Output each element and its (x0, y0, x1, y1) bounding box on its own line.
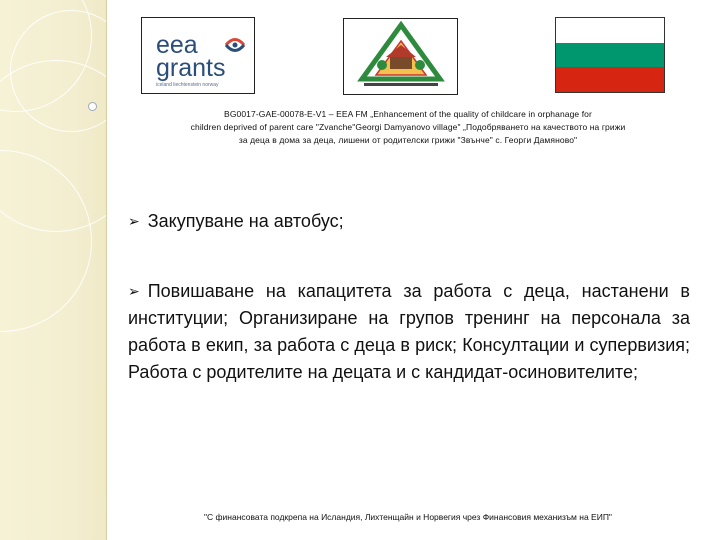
bullet-text: Закупуване на автобус; (147, 211, 344, 231)
side-divider (106, 0, 107, 540)
eea-grants-logo (141, 17, 255, 94)
logo-word-eea: eea (156, 31, 198, 59)
bullet-item (128, 278, 690, 386)
flag-stripe-green (556, 43, 664, 68)
orphanage-emblem-icon (344, 19, 457, 94)
bullet-text: Повишаване на капацитета за работа с деца, настанени в институции; Организиране на групов тренинг на персонала за работа в екип, за работа с деца в риск; Консултации и супервизия; Работа с родителите на децата и с кандидат-осиновителите; (128, 281, 690, 382)
project-info (118, 108, 698, 147)
flag-stripe-red (556, 67, 664, 92)
bulgarian-flag (555, 17, 665, 93)
ring-dot-icon (88, 102, 97, 111)
eea-grants-emblem-icon (222, 32, 248, 58)
arrow-bullet-icon: ➢ (128, 213, 140, 229)
flag-stripe-white (556, 18, 664, 43)
side-band (0, 0, 106, 540)
project-info-line: за деца в дома за деца, лишени от родителски грижи "Звънче" с. Георги Дамяново" (238, 135, 578, 145)
project-info-line: BG0017-GAE-00078-E-V1 – EEA FM „Enhancement of the quality of childcare in orphanage for (224, 109, 592, 119)
funding-note: "С финансовата подкрепа на Исландия, Лихтенщайн и Норвегия чрез Финансовия механизъм на ЕИП" (204, 512, 612, 522)
arrow-bullet-icon: ➢ (128, 283, 140, 299)
orphanage-logo (343, 18, 458, 95)
logo-word-grants: grants (156, 54, 226, 82)
project-info-line: children deprived of parent care "Zvanche"Georgi Damyanovo village" „Подобряването на качеството на грижи (190, 122, 626, 132)
bullet-item (128, 208, 688, 235)
logo-tagline: iceland liechtenstein norway (156, 82, 219, 88)
